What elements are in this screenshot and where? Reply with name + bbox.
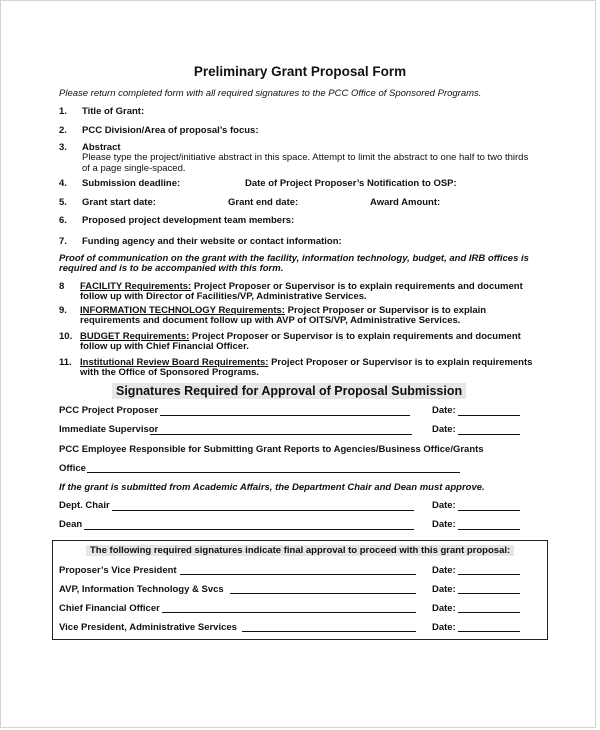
req-budget-heading: BUDGET Requirements: — [80, 331, 190, 342]
abstract-instructions-line1: Please type the project/initiative abstract in this space. Attempt to limit the abstract to one half to two thirds — [82, 152, 529, 163]
item-abstract: Abstract — [82, 142, 121, 153]
sig-chair-label: Dept. Chair — [59, 500, 110, 511]
final-approval-heading: The following required signatures indicate final approval to proceed with this grant proposal: — [86, 545, 514, 556]
req-it-text2: requirements and document follow up with AVP of OITS/VP, Administrative Services. — [80, 315, 461, 326]
req-number: 8 — [59, 281, 65, 292]
req-facility-heading: FACILITY Requirements: — [80, 281, 192, 292]
sig-chair-date-line[interactable] — [458, 510, 520, 511]
sig-chair-line[interactable] — [112, 510, 414, 511]
form-intro: Please return completed form with all required signatures to the PCC Office of Sponsored Programs. — [59, 88, 482, 99]
final-vp-admin-line[interactable] — [242, 631, 416, 632]
req-irb-heading: Institutional Review Board Requirements: — [80, 357, 269, 368]
signatures-heading: Signatures Required for Approval of Proposal Submission — [112, 383, 466, 399]
sig-dean-date-line[interactable] — [458, 529, 520, 530]
req-budget-text2: follow up with Chief Financial Officer. — [80, 341, 249, 352]
item-number: 6. — [59, 215, 67, 226]
sig-proposer-date-line[interactable] — [458, 415, 520, 416]
item-number: 5. — [59, 197, 67, 208]
req-it-text: Project Proposer or Supervisor is to explain — [284, 305, 487, 316]
req-budget-text: Project Proposer or Supervisor is to explain requirements and document — [189, 331, 521, 342]
item-number: 7. — [59, 236, 67, 247]
date-label: Date: — [432, 500, 456, 511]
item-submission-deadline: Submission deadline: — [82, 178, 181, 189]
sig-dean-label: Dean — [59, 519, 83, 530]
item-notification-date: Date of Project Proposer’s Notification to OSP: — [245, 178, 457, 189]
item-title-of-grant: Title of Grant: — [82, 106, 145, 117]
req-facility-text2: follow up with Director of Facilities/VP, Administrative Services. — [80, 291, 367, 302]
req-number: 11. — [59, 357, 72, 368]
date-label: Date: — [432, 603, 456, 614]
final-cfo-date-line[interactable] — [458, 612, 520, 613]
date-label: Date: — [432, 584, 456, 595]
req-number: 10. — [59, 331, 73, 342]
req-irb-text: Project Proposer or Supervisor is to explain requirements — [268, 357, 533, 368]
sig-employee-label-line1: PCC Employee Responsible for Submitting Grant Reports to Agencies/Business Office/Grants — [59, 444, 484, 455]
item-division-area: PCC Division/Area of proposal’s focus: — [82, 125, 259, 136]
academic-affairs-note: If the grant is submitted from Academic Affairs, the Department Chair and Dean must approve. — [59, 482, 485, 493]
item-funding-agency: Funding agency and their website or contact information: — [82, 236, 342, 247]
final-vp-admin-date-line[interactable] — [458, 631, 520, 632]
form-title: Preliminary Grant Proposal Form — [193, 64, 407, 79]
abstract-instructions-line2: of a page single-spaced. — [82, 163, 186, 174]
req-irb-text2: with the Office of Sponsored Programs. — [80, 367, 259, 378]
req-number: 9. — [59, 305, 67, 316]
date-label: Date: — [432, 424, 456, 435]
date-label: Date: — [432, 405, 456, 416]
sig-supervisor-line[interactable] — [150, 434, 412, 435]
date-label: Date: — [432, 622, 456, 633]
date-label: Date: — [432, 565, 456, 576]
final-avp-it-date-line[interactable] — [458, 593, 520, 594]
final-avp-it-line[interactable] — [230, 593, 416, 594]
item-grant-end-date: Grant end date: — [228, 197, 299, 208]
sig-employee-label-line2: Office — [59, 463, 86, 474]
final-cfo-line[interactable] — [162, 612, 416, 613]
item-award-amount: Award Amount: — [370, 197, 441, 208]
sig-proposer-line[interactable] — [160, 415, 410, 416]
final-vp-date-line[interactable] — [458, 574, 520, 575]
req-it-heading: INFORMATION TECHNOLOGY Requirements: — [80, 305, 285, 316]
item-number: 1. — [59, 106, 67, 117]
date-label: Date: — [432, 519, 456, 530]
final-cfo-label: Chief Financial Officer — [59, 603, 160, 614]
item-grant-start-date: Grant start date: — [82, 197, 156, 208]
final-vp-label: Proposer’s Vice President — [59, 565, 177, 576]
item-team-members: Proposed project development team members: — [82, 215, 295, 226]
sig-supervisor-label: Immediate Supervisor — [59, 424, 159, 435]
sig-supervisor-date-line[interactable] — [458, 434, 520, 435]
final-vp-admin-label: Vice President, Administrative Services — [59, 622, 237, 633]
proof-note-line2: required and is to be accompanied with this form. — [59, 263, 284, 274]
proof-note-line1: Proof of communication on the grant with the facility, information technology, budget, and IRB offices is — [59, 253, 529, 264]
item-number: 4. — [59, 178, 67, 189]
sig-proposer-label: PCC Project Proposer — [59, 405, 159, 416]
req-facility-text: Project Proposer or Supervisor is to explain requirements and document — [191, 281, 523, 292]
item-number: 3. — [59, 142, 67, 153]
sig-employee-line[interactable] — [87, 472, 460, 473]
final-vp-line[interactable] — [180, 574, 416, 575]
item-number: 2. — [59, 125, 67, 136]
sig-dean-line[interactable] — [84, 529, 414, 530]
final-avp-it-label: AVP, Information Technology & Svcs — [59, 584, 224, 595]
